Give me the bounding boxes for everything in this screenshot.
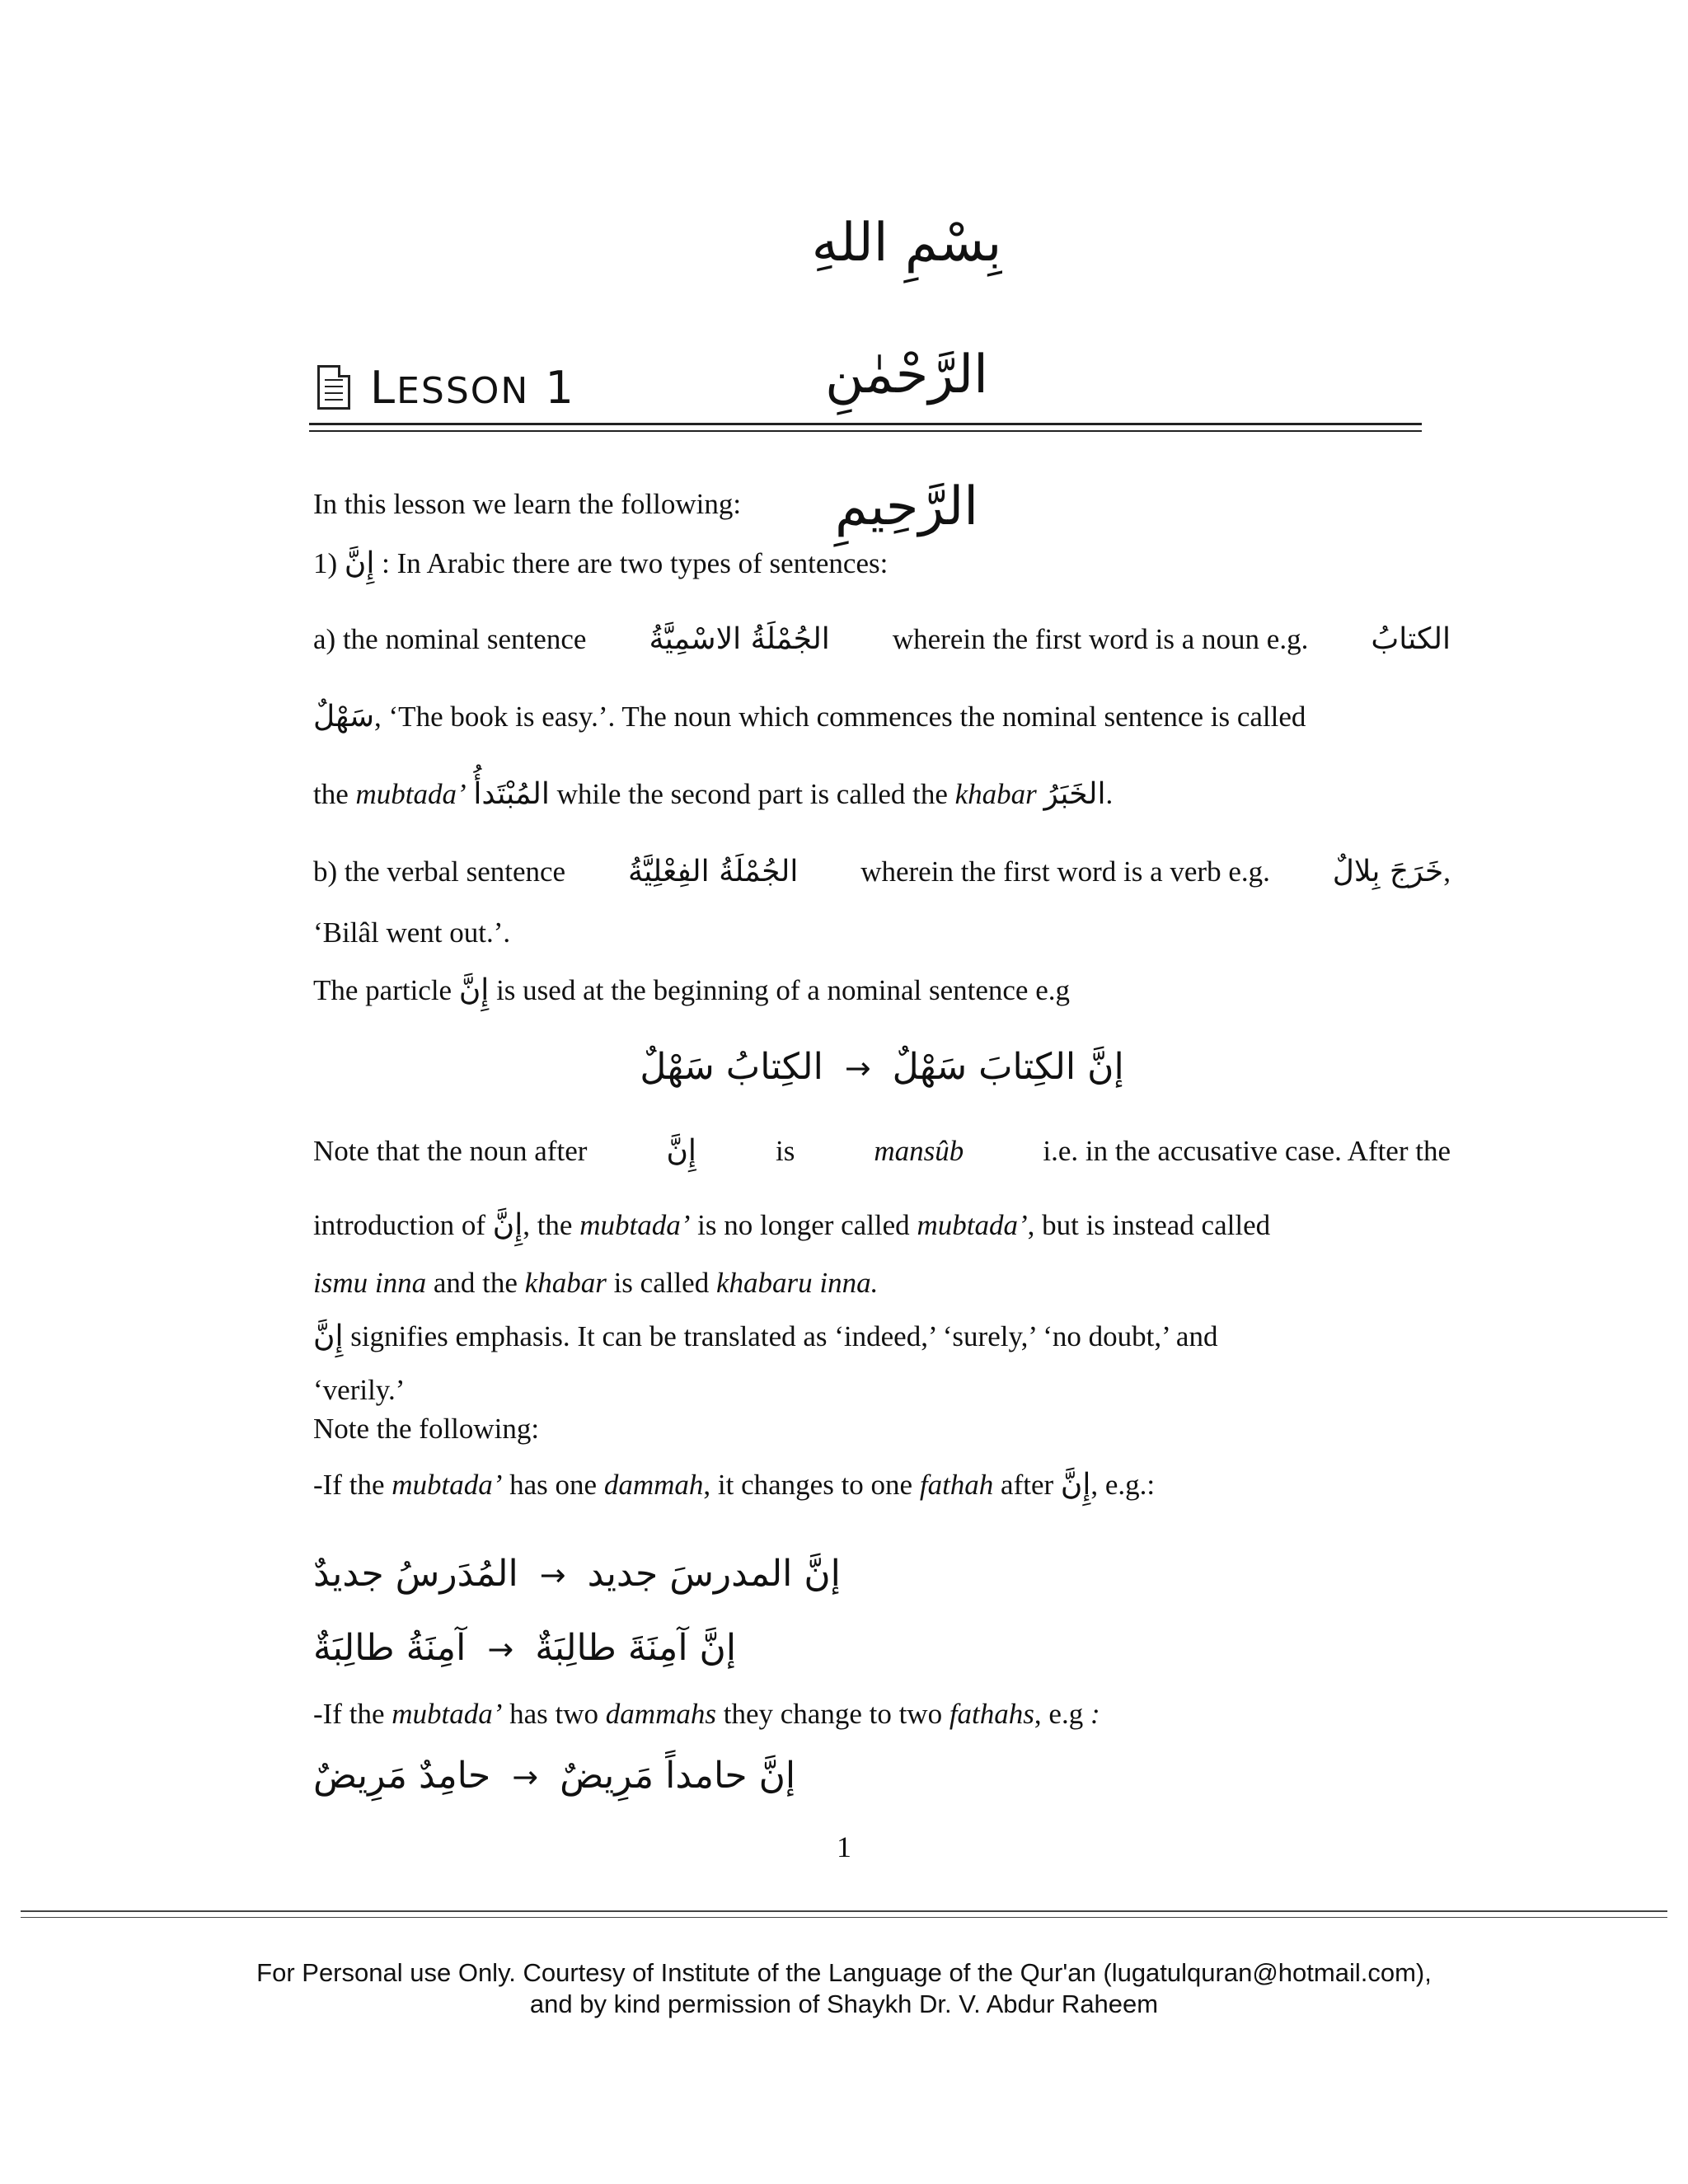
- intro-line: In this lesson we learn the following:: [313, 488, 742, 520]
- example-2: آمِنَةُ طالِبَةٌ → إنَّ آمِنَةَ طالِبَةٌ: [313, 1627, 737, 1669]
- note-line-1: Note that the noun after إِنَّ is mansûb i.e. in the accusative case. After the: [313, 1134, 1451, 1168]
- item-1-line: 1) إِنَّ : In Arabic there are two types of sentences:: [313, 546, 889, 580]
- arrow-icon: →: [487, 1631, 514, 1667]
- lesson-title-rest: ESSON: [396, 369, 530, 412]
- rule-1-line: -If the mubtada’ has one dammah, it changes to one fathah after إِنَّ, e.g.:: [313, 1468, 1156, 1502]
- footer-line-1: For Personal use Only. Courtesy of Institute of the Language of the Qur'an (lugatulquran@hotmail.com),: [256, 1958, 1432, 1987]
- title-divider-top: [309, 423, 1422, 425]
- rule-2-line: -If the mubtada’ has two dammahs they change to two fathahs, e.g :: [313, 1698, 1100, 1730]
- item-a-line-3: the mubtada’ المُبْتَدأُ while the second part is called the khabar الخَبَرُ.: [313, 777, 1114, 811]
- emphasis-line: إِنَّ signifies emphasis. It can be translated as ‘indeed,’ ‘surely,’ ‘no doubt,’ and: [313, 1319, 1218, 1353]
- item-b-line-2: ‘Bilâl went out.’.: [313, 916, 511, 949]
- example-1: المُدَرسُ جديدٌ → إنَّ المدرسَ جديد: [313, 1553, 841, 1595]
- title-divider-bottom: [309, 430, 1422, 432]
- arrow-icon: →: [539, 1557, 566, 1593]
- note-line-3: ismu inna and the khabar is called khabaru inna.: [313, 1267, 879, 1299]
- arrow-icon: →: [844, 1050, 871, 1086]
- footer-divider-top: [21, 1910, 1667, 1912]
- lesson-title: [370, 362, 575, 414]
- footer-line-2: and by kind permission of Shaykh Dr. V. Abdur Raheem: [529, 1990, 1159, 2018]
- lesson-number: 1: [545, 361, 575, 414]
- lesson-title-initial: L: [370, 361, 397, 414]
- note-following: Note the following:: [313, 1413, 540, 1445]
- page-number: 1: [837, 1830, 851, 1863]
- verily-line: ‘verily.’: [313, 1374, 406, 1406]
- note-line-2: introduction of إِنَّ, the mubtada’ is no longer called mubtada’, but is instead called: [313, 1208, 1271, 1242]
- inna-arabic: إِنَّ: [344, 546, 375, 580]
- footer: [0, 1957, 1688, 2020]
- example-main: الكِتابُ سَهْلٌ → إنَّ الكِتابَ سَهْلٌ: [640, 1046, 1124, 1088]
- lesson-header: [317, 359, 575, 416]
- item-a-line-1: a) the nominal sentence الجُمْلَةُ الاسْمِيَّةُ wherein the first word is a noun e.g. الكتابُ: [313, 622, 1451, 656]
- particle-line: The particle إِنَّ is used at the beginning of a nominal sentence e.g: [313, 973, 1070, 1007]
- document-icon: [317, 365, 350, 410]
- arrow-icon: →: [512, 1759, 539, 1795]
- item-a-line-2: سَهْلٌ, ‘The book is easy.’. The noun which commences the nominal sentence is called: [313, 700, 1306, 733]
- footer-divider-bottom: [21, 1917, 1667, 1918]
- item-b-line-1: b) the verbal sentence الجُمْلَةُ الفِعْلِيَّةُ wherein the first word is a verb e.g. خَرَجَ بِلالٌ,: [313, 855, 1451, 888]
- example-3: حامِدٌ مَرِيضٌ → إنَّ حامداً مَرِيضٌ: [313, 1755, 796, 1797]
- bismillah-calligraphy: بِسْمِ اللهِ الرَّحْمٰنِ الرَّحِيمِ: [811, 213, 1002, 537]
